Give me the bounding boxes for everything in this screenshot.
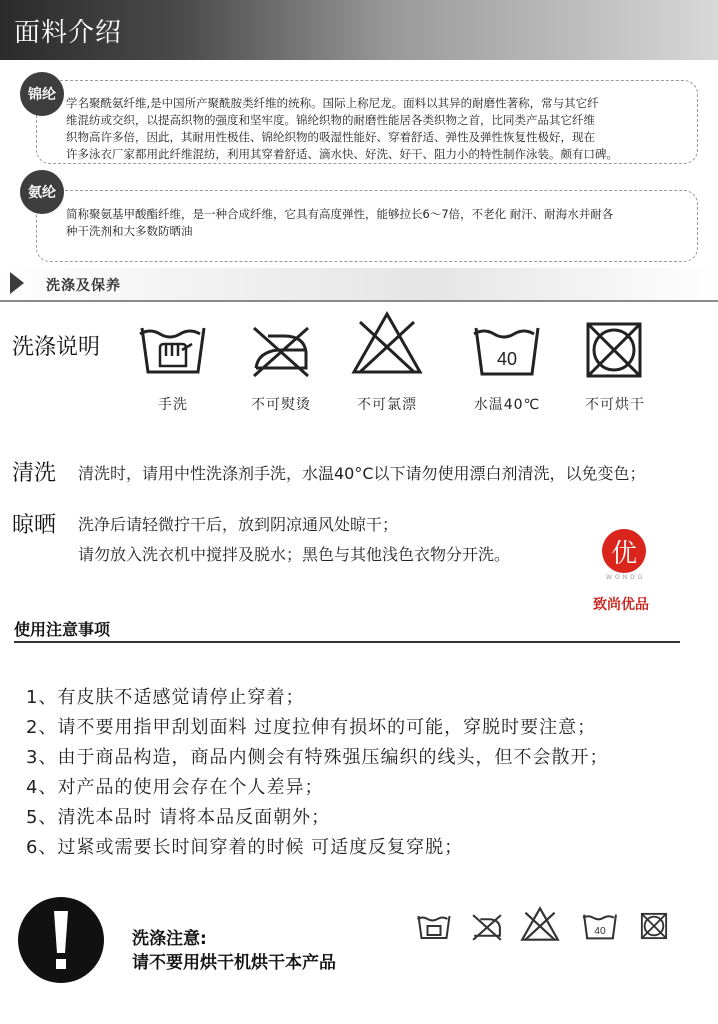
brand-logo: 优 bbox=[602, 529, 646, 573]
water-temp-40-icon bbox=[582, 910, 618, 942]
no-bleach-icon bbox=[350, 310, 424, 376]
hand-wash-icon bbox=[416, 912, 452, 942]
brand-name: 致尚优品 bbox=[593, 597, 649, 613]
fabric-line: 维混纺或交织，以提高织物的强度和坚牢度。锦纶织物的耐磨性能居各类织物之首，比同类产品其它纤维 bbox=[66, 113, 595, 127]
notice-item: 3、由于商品构造，商品内侧会有特殊强压编织的线头，但不会散开； bbox=[26, 747, 609, 768]
no-iron-icon bbox=[470, 912, 504, 942]
water-temp-40-icon bbox=[472, 320, 542, 380]
hand-wash-icon bbox=[138, 320, 208, 380]
fabric-badge-nylon: 锦纶 bbox=[20, 72, 64, 116]
fabric-line: 许多泳衣厂家都用此纤维混纺，利用其穿着舒适、滴水快、好洗、好干、阻力小的特性制作泳装。颇有口碑。 bbox=[66, 147, 618, 161]
no-bleach-label: 不可氯漂 bbox=[357, 397, 417, 413]
fabric-line: 简称聚氨基甲酸酯纤维，是一种合成纤维，它具有高度弹性，能够拉长6～7倍，不老化 耐汗、耐海水并耐各 bbox=[66, 207, 614, 221]
fabric-line: 织物高许多倍，因此，其耐用性极佳、锦纶织物的吸湿性能好、穿着舒适、弹性及弹性恢复性极好，现在 bbox=[66, 130, 595, 144]
water-temp-label: 水温40℃ bbox=[473, 397, 541, 413]
fabric-line: 学名聚酰氨纤维,是中国所产聚酰胺类纤维的统称。国际上称尼龙。面料以其异的耐磨性著称，常与其它纤 bbox=[66, 96, 599, 110]
divider bbox=[0, 300, 718, 302]
notice-item: 4、对产品的使用会存在个人差异； bbox=[26, 777, 324, 798]
no-iron-label: 不可熨烫 bbox=[251, 397, 311, 413]
no-tumble-dry-icon bbox=[640, 912, 668, 940]
notices-title: 使用注意事项 bbox=[14, 620, 111, 639]
notice-item: 2、请不要用指甲刮划面料 过度拉伸有损坏的可能，穿脱时要注意； bbox=[26, 717, 597, 738]
drying-line: 请勿放入洗衣机中搅拌及脱水；黑色与其他浅色衣物分开洗。 bbox=[78, 545, 511, 564]
svg-text:40: 40 bbox=[594, 926, 606, 938]
fabric-badge-spandex: 氨纶 bbox=[20, 170, 64, 214]
no-tumble-dry-icon bbox=[584, 320, 644, 380]
warning-title: 洗涤注意: bbox=[132, 929, 207, 949]
fabric-line: 种干洗剂和大多数防晒油 bbox=[66, 224, 193, 238]
notice-item: 5、清洗本品时 请将本品反面朝外； bbox=[26, 807, 331, 828]
drying-label: 晾晒 bbox=[12, 513, 57, 538]
warning-text: 请不要用烘干机烘干本产品 bbox=[132, 953, 336, 973]
drying-line: 洗净后请轻微拧干后，放到阴凉通风处晾干； bbox=[78, 515, 399, 534]
cleaning-label: 清洗 bbox=[12, 461, 57, 486]
notice-item: 1、有皮肤不适感觉请停止穿着； bbox=[26, 687, 305, 708]
wash-instructions-label: 洗涤说明 bbox=[12, 335, 101, 360]
fabric-description-nylon bbox=[66, 95, 696, 163]
temp-value: 40 bbox=[496, 349, 518, 369]
care-section-title: 洗涤及保养 bbox=[46, 278, 121, 294]
triangle-arrow-icon bbox=[10, 272, 24, 294]
page-title: 面料介绍 bbox=[14, 18, 123, 48]
notice-item: 6、过紧或需要长时间穿着的时候 可适度反复穿脱； bbox=[26, 837, 464, 858]
cleaning-text: 清洗时，请用中性洗涤剂手洗，水温40°C以下请勿使用漂白剂清洗，以免变色； bbox=[78, 464, 646, 483]
hand-wash-label: 手洗 bbox=[158, 397, 188, 413]
no-iron-icon bbox=[248, 322, 314, 380]
fabric-description-spandex bbox=[66, 206, 696, 240]
brand-subtitle: WONDG bbox=[606, 574, 646, 581]
divider bbox=[14, 641, 680, 643]
no-tumble-dry-label: 不可烘干 bbox=[585, 397, 645, 413]
exclamation-icon bbox=[18, 897, 104, 983]
no-bleach-icon bbox=[520, 906, 560, 942]
